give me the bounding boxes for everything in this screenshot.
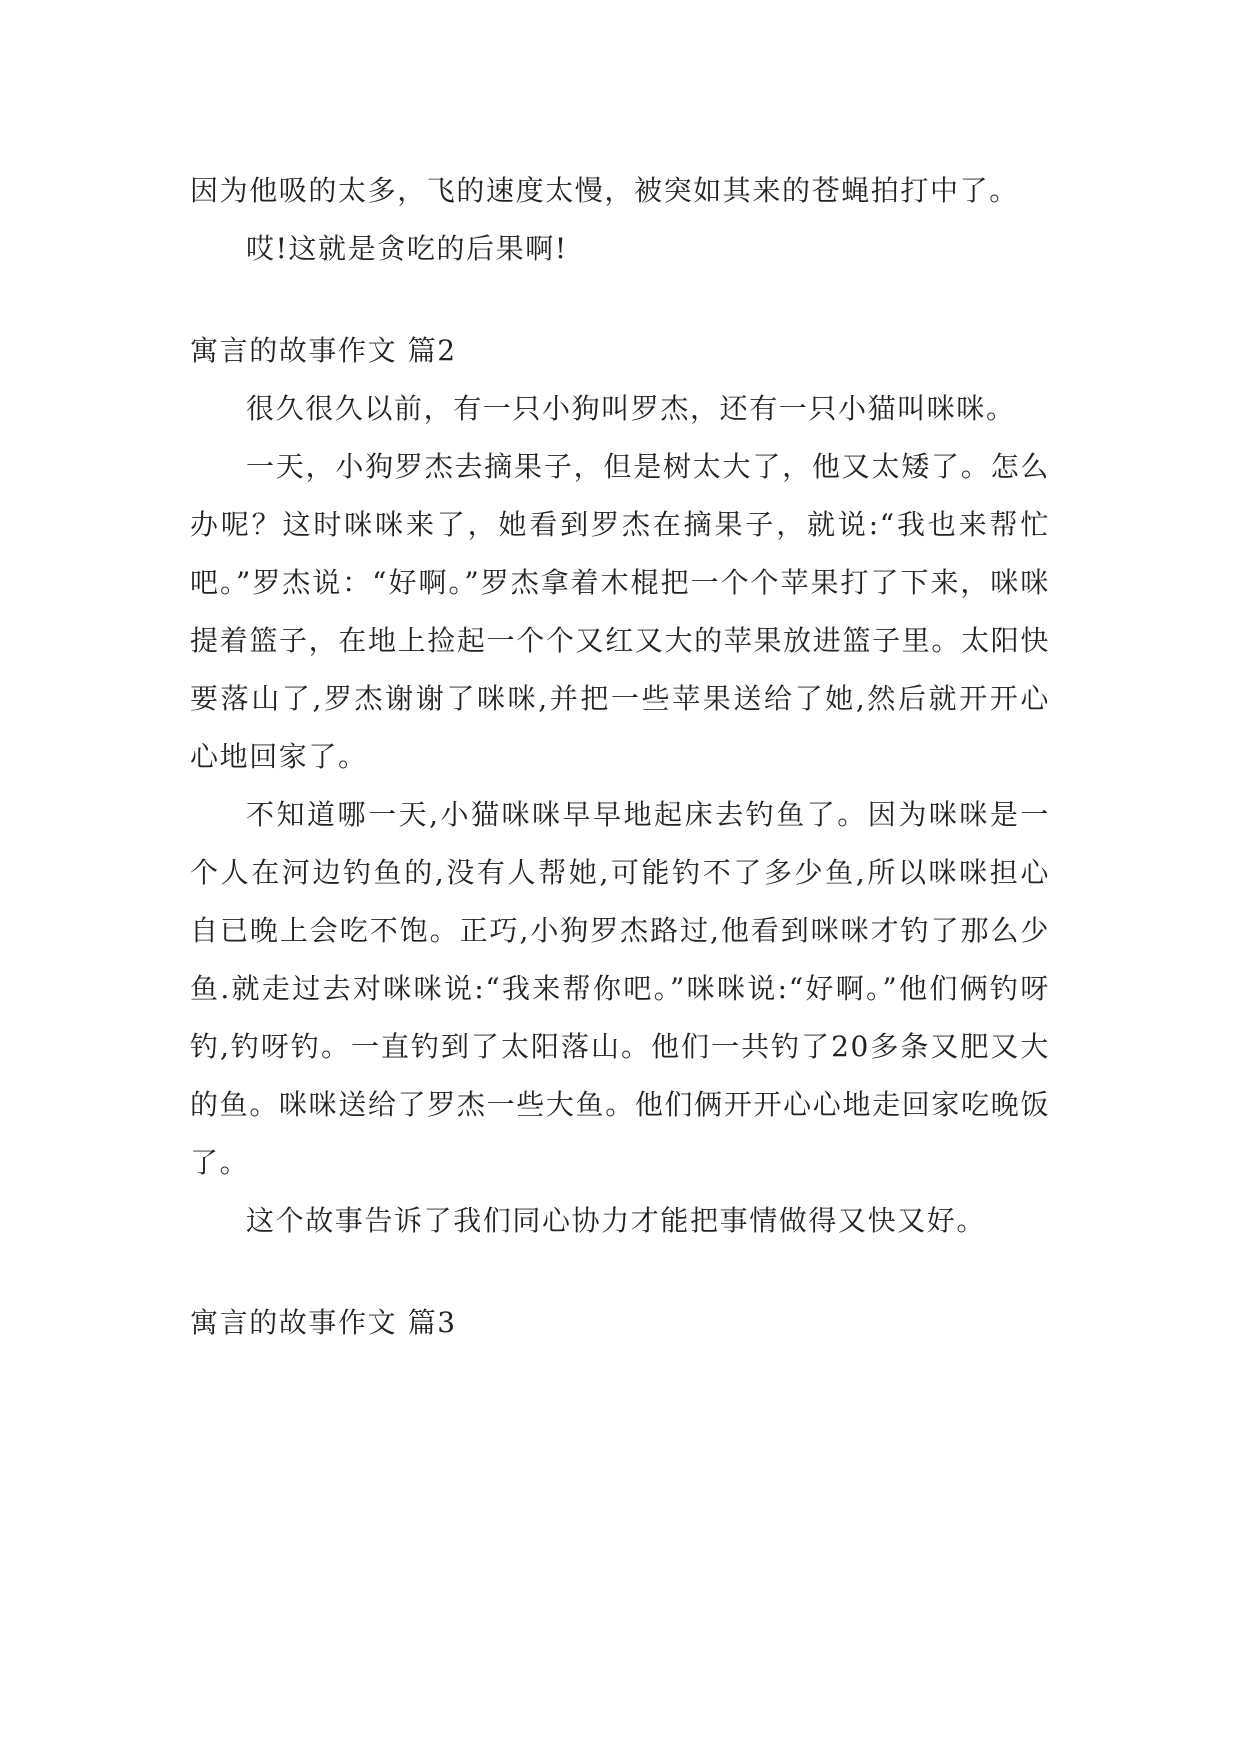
section-heading-3: 寓言的故事作文 篇3 (190, 1306, 457, 1339)
paragraph-conclusion: 哎!这就是贪吃的后果啊! (246, 232, 568, 265)
text-column (190, 162, 1050, 1352)
paragraph-intro: 很久很久以前，有一只小狗叫罗杰，还有一只小猫叫咪咪。 (246, 392, 1016, 425)
paragraph-apples: 一天，小狗罗杰去摘果子，但是树太大了，他又太矮了。怎么办呢？这时咪咪来了，她看到罗杰在摘果子，就说:“我也来帮忙吧。”罗杰说：“好啊。”罗杰拿着木棍把一个个苹果打了下来，咪咪提着篮子，在地上捡起一个个又红又大的苹果放进篮子里。太阳快要落山了,罗杰谢谢了咪咪,并把一些苹果送给了她,然后就开开心心地回家了。 (190, 450, 1050, 773)
paragraph-continued: 因为他吸的太多，飞的速度太慢，被突如其来的苍蝇拍打中了。 (190, 174, 1019, 207)
section-heading-2: 寓言的故事作文 篇2 (190, 334, 457, 367)
paragraph-moral: 这个故事告诉了我们同心协力才能把事情做得又快又好。 (246, 1204, 987, 1237)
paragraph-fishing: 不知道哪一天,小猫咪咪早早地起床去钓鱼了。因为咪咪是一个人在河边钓鱼的,没有人帮她,可能钓不了多少鱼,所以咪咪担心自已晚上会吃不饱。正巧,小狗罗杰路过,他看到咪咪才钓了那么少鱼.就走过去对咪咪说:“我来帮你吧。”咪咪说:“好啊。”他们俩钓呀钓,钓呀钓。一直钓到了太阳落山。他们一共钓了20多条又肥又大的鱼。咪咪送给了罗杰一些大鱼。他们俩开开心心地走回家吃晚饭了。 (190, 798, 1050, 1179)
